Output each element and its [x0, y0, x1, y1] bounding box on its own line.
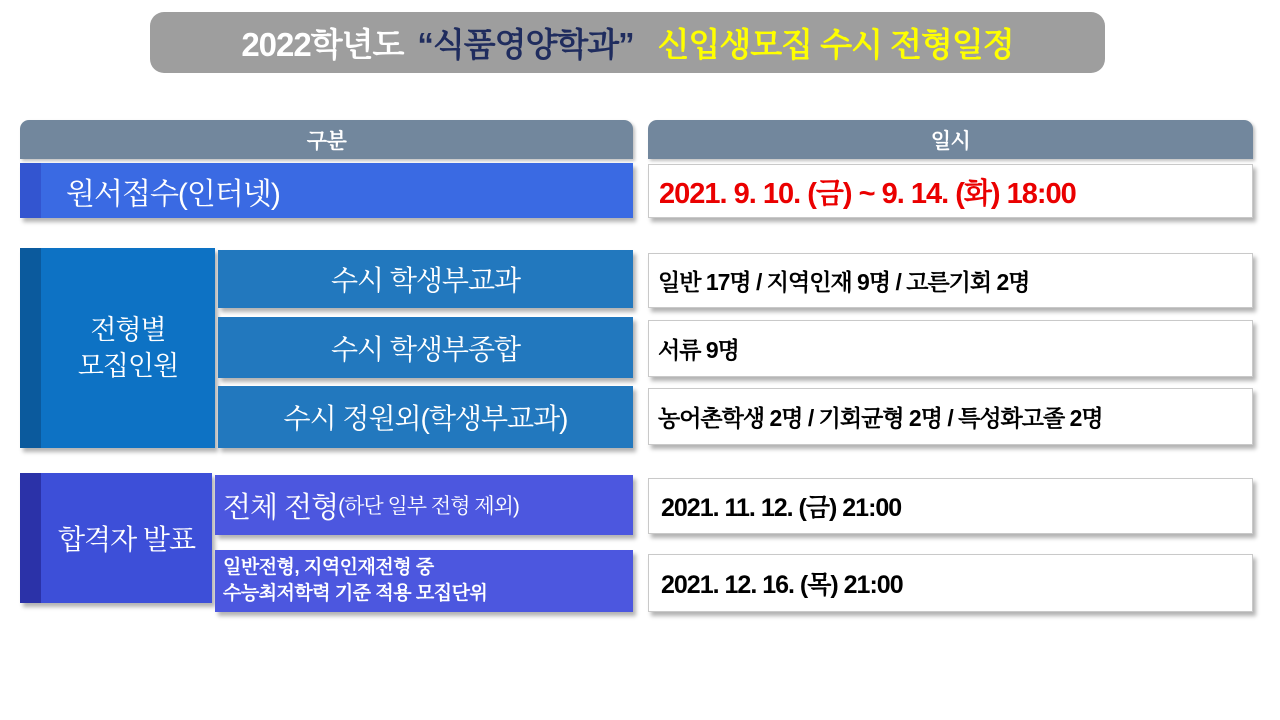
announcement-date-value: 2021. 11. 12. (금) 21:00: [648, 478, 1253, 534]
announcement-row-label: [215, 550, 633, 612]
title-subject: 신입생모집 수시 전형일정: [657, 26, 1014, 63]
quota-row-value: 서류 9명: [648, 320, 1253, 377]
quota-row-value: 농어촌학생 2명 / 기회균형 2명 / 특성화고졸 2명: [648, 388, 1253, 445]
quota-row-label: 수시 학생부교과: [218, 250, 633, 308]
announcement-section-title: 합격자 발표: [20, 473, 212, 603]
quota-section-title: [20, 248, 215, 448]
quota-title-line2: 모집인원: [77, 351, 179, 381]
announcement-row-label: [215, 475, 633, 535]
announcement-label-main: 전체 전형: [223, 491, 339, 524]
application-label: 원서접수(인터넷): [20, 163, 633, 218]
quota-row-value: 일반 17명 / 지역인재 9명 / 고른기회 2명: [648, 253, 1253, 308]
quota-title-line1: 전형별: [90, 314, 166, 345]
announcement-date-value: 2021. 12. 16. (목) 21:00: [648, 554, 1253, 612]
application-date-value: 2021. 9. 10. (금) ~ 9. 14. (화) 18:00: [648, 164, 1253, 218]
title-year: 2022학년도: [241, 26, 404, 63]
title-department: “식품영양학과”: [417, 26, 634, 63]
announcement-label-line1: 일반전형, 지역인재전형 중: [223, 557, 434, 579]
quota-row-label: 수시 정원외(학생부교과): [218, 386, 633, 448]
announcement-label-line2: 수능최저학력 기준 적용 모집단위: [223, 583, 488, 604]
announcement-label-sub: (하단 일부 전형 제외): [338, 495, 519, 518]
quota-row-label: 수시 학생부종합: [218, 317, 633, 378]
column-header-datetime: 일시: [648, 120, 1253, 159]
column-header-category: 구분: [20, 120, 633, 159]
title-banner: [150, 12, 1105, 73]
